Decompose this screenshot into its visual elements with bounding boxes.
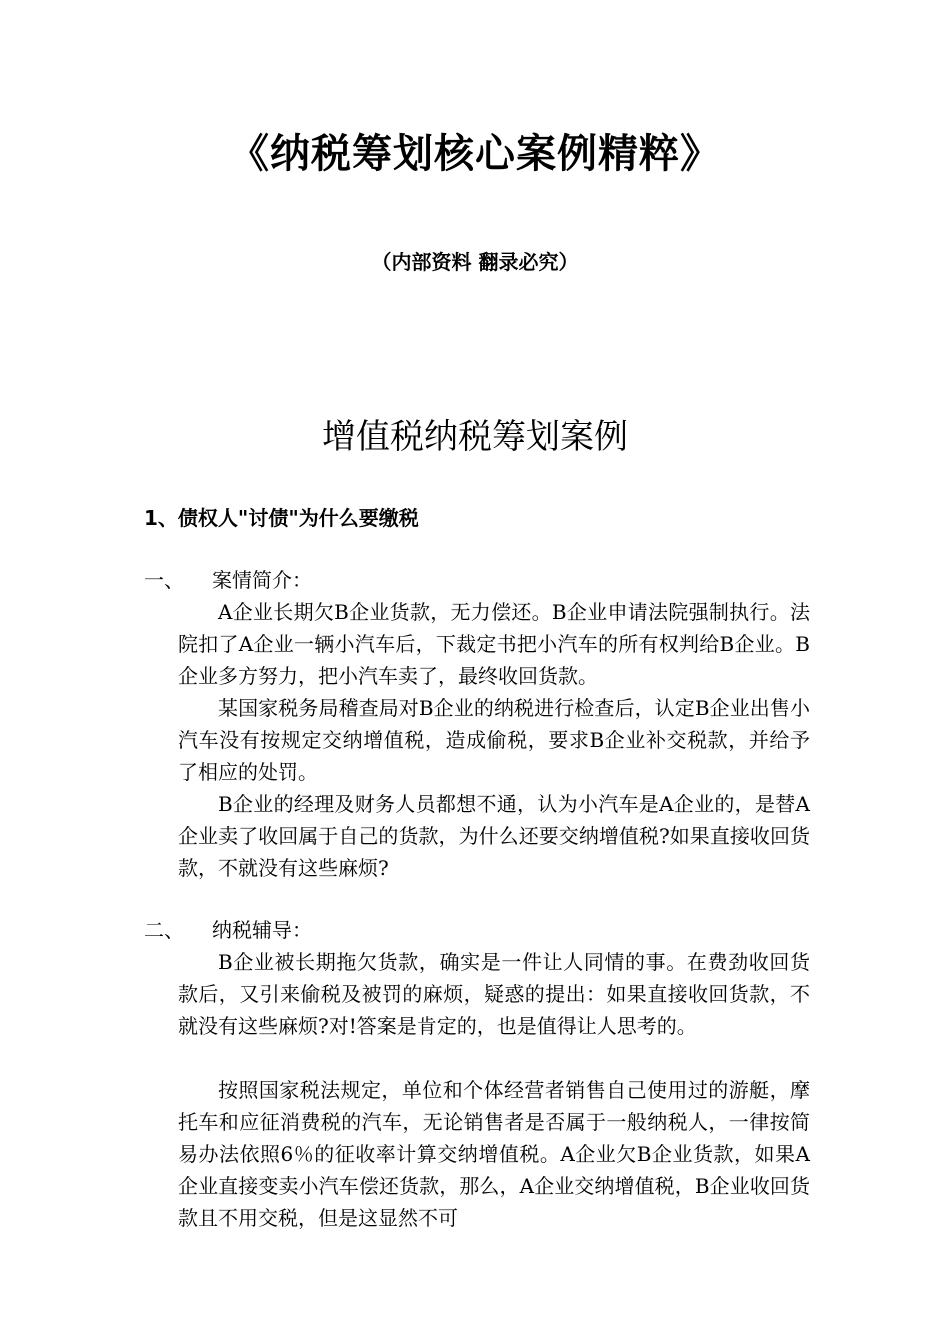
document-subtitle: （内部资料 翻录必究） (371, 250, 579, 274)
section-title: 增值税纳税筹划案例 (322, 417, 628, 457)
part2-number: 二、 (144, 918, 184, 942)
part1-heading-text: 案情简介： (212, 568, 312, 592)
part2-heading-text: 纳税辅导： (212, 918, 312, 942)
part1-number: 一、 (144, 568, 184, 592)
paragraph: B企业的经理及财务人员都想不通，认为小汽车是A企业的，是替A企业卖了收回属于自己的货款，为什么还要交纳增值税?如果直接收回货款，不就没有这些麻烦? (178, 792, 810, 880)
paragraph: 按照国家税法规定，单位和个体经营者销售自己使用过的游艇，摩托车和应征消费税的汽车，无论销售者是否属于一般纳税人，一律按简易办法依照6％的征收率计算交纳增值税。A企业欠B企业货款，如果A企业直接变卖小汽车偿还货款，那么，A企业交纳增值税，B企业收回货款且不用交税，但是这显然不可 (178, 1078, 810, 1230)
document-title: 《纳税筹划核心案例精粹》 (229, 131, 721, 177)
part2-heading (144, 914, 312, 946)
part1-heading (144, 564, 312, 596)
paragraph: B企业被长期拖欠货款，确实是一件让人同情的事。在费劲收回货款后，又引来偷税及被罚的麻烦，疑惑的提出：如果直接收回货款，不就没有这些麻烦?对!答案是肯定的，也是值得让人思考的。 (178, 950, 810, 1038)
case-title: 1、债权人"讨债"为什么要缴税 (144, 506, 419, 530)
paragraph: 某国家税务局稽查局对B企业的纳税进行检查后，认定B企业出售小汽车没有按规定交纳增值税，造成偷税，要求B企业补交税款，并给予了相应的处罚。 (178, 696, 810, 784)
paragraph: A企业长期欠B企业货款，无力偿还。B企业申请法院强制执行。法院扣了A企业一辆小汽车后，下裁定书把小汽车的所有权判给B企业。B企业多方努力，把小汽车卖了，最终收回货款。 (178, 600, 810, 688)
